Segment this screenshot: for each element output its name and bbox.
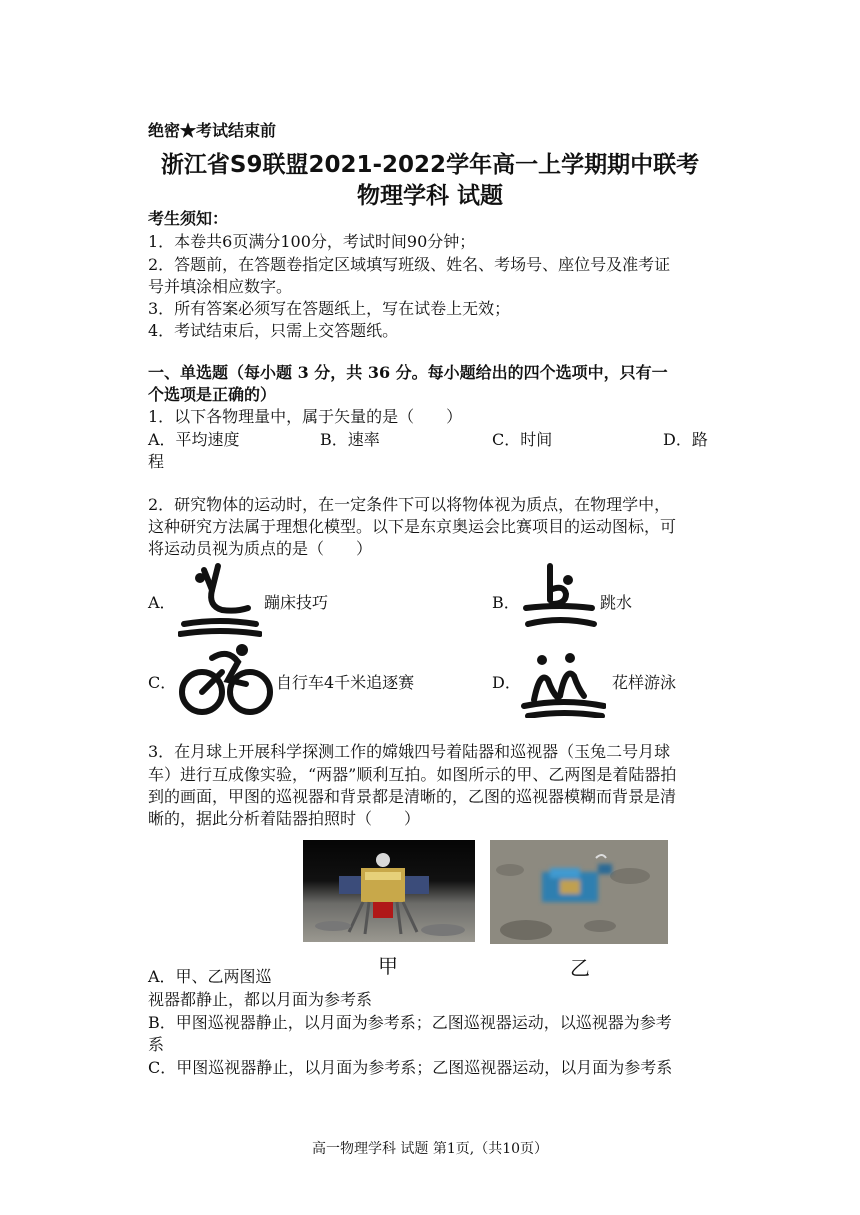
q2-option-a-label: 蹦床技巧 bbox=[264, 593, 329, 612]
photo-caption-yi: 乙 bbox=[570, 956, 590, 980]
notice-item: 4．考试结束后，只需上交答题纸。 bbox=[148, 321, 399, 340]
q2-option-a-letter: A． bbox=[148, 593, 176, 612]
notice-item: 1．本卷共6页满分100分，考试时间90分钟； bbox=[148, 232, 476, 251]
photo-caption-jia: 甲 bbox=[378, 954, 398, 978]
q2-stem-line: 2．研究物体的运动时，在一定条件下可以将物体视为质点，在物理学中， bbox=[148, 495, 671, 514]
q2-option-b-label: 跳水 bbox=[600, 593, 633, 612]
q3-option-a: A．甲、乙两图巡 bbox=[148, 967, 272, 986]
q3-stem-line: 晰的，据此分析着陆器拍照时（ ） bbox=[148, 809, 421, 828]
q1-stem: 1．以下各物理量中，属于矢量的是（ ） bbox=[148, 407, 463, 426]
exam-subtitle: 物理学科 试题 bbox=[356, 183, 503, 209]
notice-heading: 考生须知： bbox=[148, 209, 229, 228]
trampoline-icon bbox=[178, 562, 262, 640]
q3-stem-line: 3．在月球上开展科学探测工作的嫦娥四号着陆器和巡视器（玉兔二号月球 bbox=[148, 742, 671, 761]
section-heading: 一、单选题（每小题 3 分，共 36 分。每小题给出的四个选项中，只有一 bbox=[148, 363, 668, 382]
q3-option-b: B．甲图巡视器静止，以月面为参考系；乙图巡视器运动，以巡视器为参考 bbox=[148, 1013, 672, 1032]
q3-option-a-wrap: 视器都静止，都以月面为参考系 bbox=[148, 990, 373, 1009]
page-footer: 高一物理学科 试题 第1页,（共10页） bbox=[311, 1141, 549, 1157]
q2-option-d-label: 花样游泳 bbox=[612, 673, 677, 692]
q3-option-b-wrap: 系 bbox=[148, 1035, 165, 1054]
q1-option-c: C．时间 bbox=[492, 430, 553, 449]
notice-item: 3．所有答案必须写在答题纸上，写在试卷上无效； bbox=[148, 299, 511, 318]
q1-option-d-wrap: 程 bbox=[148, 452, 165, 471]
diving-icon bbox=[520, 560, 600, 640]
notice-item: 2．答题前，在答题卷指定区域填写班级、姓名、考场号、座位号及准考证 bbox=[148, 255, 671, 274]
cycling-icon bbox=[178, 640, 274, 718]
q2-option-c-label: 自行车4千米追逐赛 bbox=[276, 673, 415, 692]
q3-option-c: C．甲图巡视器静止，以月面为参考系；乙图巡视器运动，以月面为参考系 bbox=[148, 1058, 673, 1077]
q1-option-a: A．平均速度 bbox=[148, 430, 240, 449]
q2-option-d-letter: D． bbox=[492, 673, 521, 692]
photo-rover-blurred bbox=[490, 840, 668, 944]
section-heading-wrap: 个选项是正确的） bbox=[148, 385, 277, 404]
secret-label: 绝密★考试结束前 bbox=[148, 121, 277, 140]
q3-stem-line: 车）进行互成像实验，“两器”顺利互拍。如图所示的甲、乙两图是着陆器拍 bbox=[148, 765, 677, 784]
exam-title: 浙江省S9联盟2021-2022学年高一上学期期中联考 bbox=[160, 152, 700, 178]
q1-option-b: B．速率 bbox=[320, 430, 380, 449]
q2-option-c-letter: C． bbox=[148, 673, 177, 692]
photo-lander-clear bbox=[303, 840, 475, 942]
synchronized-swimming-icon bbox=[520, 640, 606, 718]
q2-stem-line: 这种研究方法属于理想化模型。以下是东京奥运会比赛项目的运动图标，可 bbox=[148, 517, 677, 536]
q1-option-d: D．路 bbox=[663, 430, 708, 449]
q2-stem-line: 将运动员视为质点的是（ ） bbox=[148, 539, 373, 558]
q3-stem-line: 到的画面，甲图的巡视器和背景都是清晰的，乙图的巡视器模糊而背景是清 bbox=[148, 787, 677, 806]
notice-item: 号并填涂相应数字。 bbox=[148, 277, 293, 296]
q2-option-b-letter: B． bbox=[492, 593, 520, 612]
